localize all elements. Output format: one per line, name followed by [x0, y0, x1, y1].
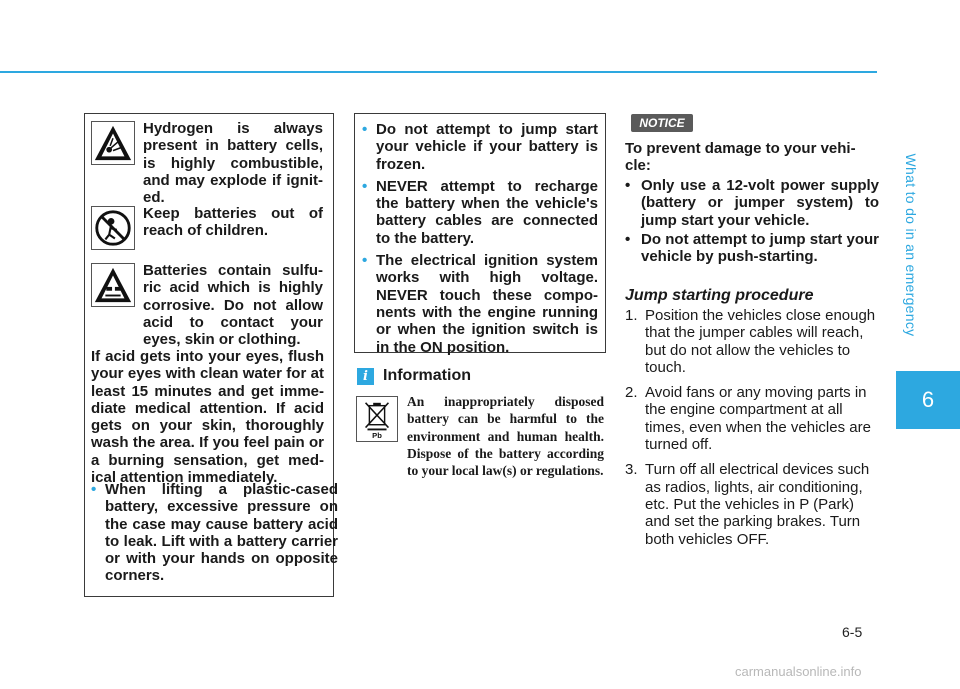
explosion-warning-icon	[91, 121, 135, 165]
chapter-tab[interactable]: 6	[896, 371, 960, 429]
warning-item-text: The electrical ignition system works with high voltage. NEVER touch these compo-nents with the engine running or when the ignition switch is in the ON position.	[376, 252, 598, 356]
step-text: Turn off all electrical devices such as radios, lights, air conditioning, etc. Put the vehicles in P (Park) and set the parking brakes. Turn both vehicles OFF.	[645, 461, 870, 548]
step-text: Avoid fans or any moving parts in the engine compartment at all times, even when the vehicles are turned off.	[645, 384, 871, 454]
information-body: An inappropriately disposed battery can be harmful to the environment and human health. Dispose of the battery according to your local law(s) or regulations.	[407, 394, 604, 479]
site-watermark[interactable]: carmanualsonline.info	[735, 664, 862, 679]
notice-item	[625, 177, 879, 229]
notice-list	[625, 177, 879, 267]
page-number: 6-5	[842, 624, 863, 640]
bullet-marker: •	[91, 481, 97, 498]
bullet-marker: •	[362, 252, 368, 270]
notice-intro: To prevent damage to your vehi-cle:	[625, 140, 856, 175]
keep-away-children-text: Keep batteries out of reach of children.	[143, 205, 323, 240]
lifting-battery-text: When lifting a plastic-cased battery, excessive pressure on the case may cause battery acid to leak. Lift with a battery carrier or with your hands on opposite corners.	[105, 481, 338, 585]
procedure-step	[625, 461, 879, 547]
acid-first-aid-paragraph: If acid gets into your eyes, flush your eyes with clean water for at least 15 minutes and get imme-diate medical attention. If acid gets on your skin, thoroughly wash the area. If you feel pain or a burning sensation, get med-ical attention immediately.	[91, 348, 324, 487]
notice-item-text: Do not attempt to jump start your vehicle by push-starting.	[641, 230, 879, 266]
bullet-marker: •	[362, 177, 368, 195]
warning-item	[362, 121, 598, 173]
procedure-step	[625, 384, 879, 453]
lifting-battery-bullet	[91, 481, 338, 585]
corrosive-acid-icon	[91, 263, 135, 307]
information-title: Information	[383, 367, 471, 384]
procedure-heading: Jump starting procedure	[625, 287, 814, 304]
notice-badge: NOTICE	[631, 114, 693, 132]
step-number: 2.	[625, 384, 638, 402]
recycle-pb-label: Pb	[372, 431, 382, 441]
step-text: Position the vehicles close enough that the jumper cables will reach, but do not allow the vehicles to touch.	[645, 307, 876, 376]
info-icon: i	[357, 368, 374, 385]
bullet-marker: •	[625, 230, 631, 248]
chapter-side-title	[891, 120, 931, 370]
warning-item	[362, 178, 598, 247]
chapter-side-title-text: What to do in an emergency	[903, 153, 919, 337]
warning-item-text: NEVER attempt to recharge the battery when the vehicle's battery cables are connected to the battery.	[376, 177, 598, 247]
procedure-step	[625, 307, 879, 376]
procedure-steps	[625, 307, 879, 556]
header-rule	[0, 71, 877, 73]
step-number: 1.	[625, 307, 638, 324]
bullet-marker: •	[362, 121, 368, 138]
warning-item	[362, 252, 598, 356]
notice-item	[625, 231, 879, 266]
jump-start-warning-box	[354, 113, 606, 356]
battery-recycle-icon	[356, 396, 398, 442]
keep-away-children-icon	[91, 206, 135, 250]
step-number: 3.	[625, 461, 638, 479]
warning-item-text: Do not attempt to jump start your vehicle if your battery is frozen.	[376, 121, 598, 173]
hydrogen-warning-text: Hydrogen is always present in battery cells, is highly combustible, and may explode if ignit-ed.	[143, 120, 323, 207]
sulfuric-acid-text: Batteries contain sulfu-ric acid which is highly corrosive. Do not allow acid to contact your eyes, skin or clothing.	[143, 262, 323, 349]
bullet-marker: •	[625, 177, 631, 194]
notice-item-text: Only use a 12-volt power supply (battery or jumper system) to jump start your vehicle.	[641, 177, 879, 229]
